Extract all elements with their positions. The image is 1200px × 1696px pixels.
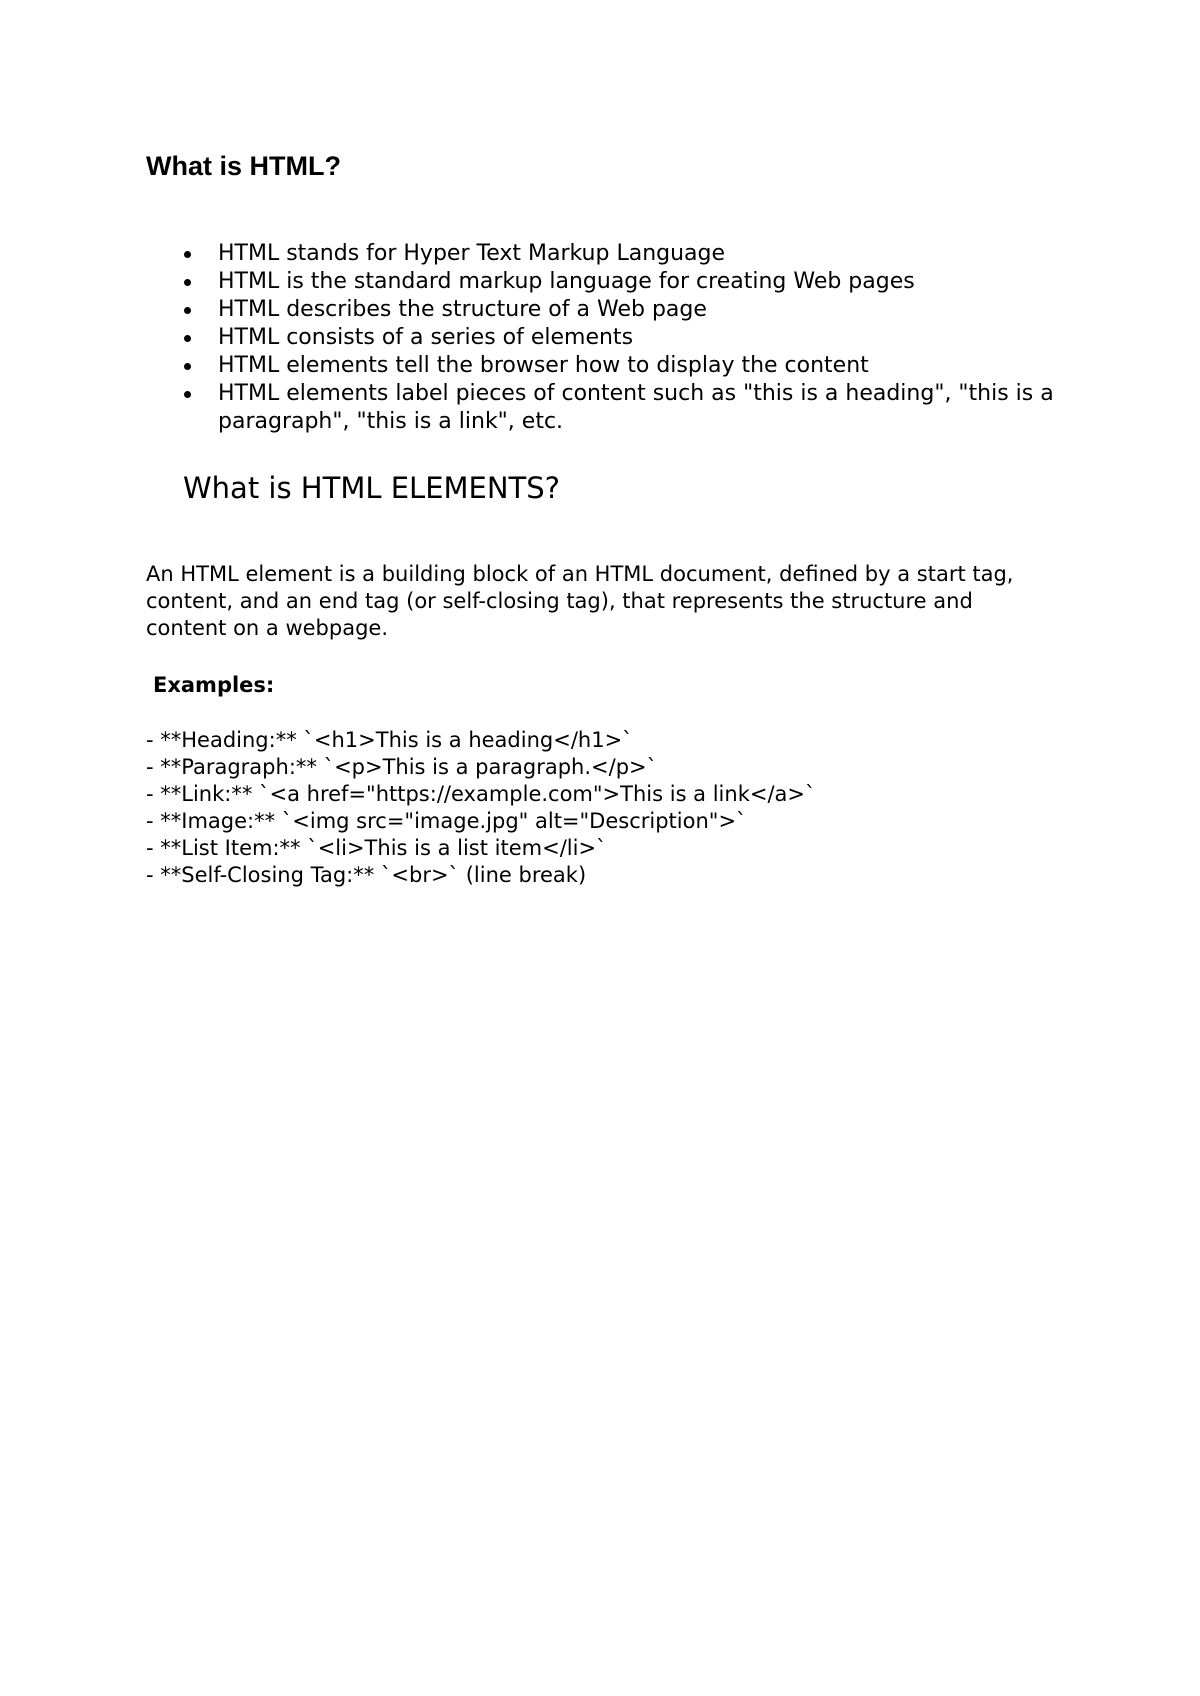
list-item	[184, 380, 1084, 436]
html-facts-list	[184, 240, 1084, 436]
bullet-icon	[184, 363, 191, 370]
list-item	[184, 296, 1084, 324]
example-line: - **Heading:** `<h1>This is a heading</h1>`	[146, 728, 633, 752]
examples-list	[146, 727, 816, 889]
bullet-icon	[184, 251, 191, 258]
list-item	[184, 268, 1084, 296]
list-item-text: HTML is the standard markup language for creating Web pages	[218, 269, 915, 294]
list-item	[184, 324, 1084, 352]
list-item-text: HTML describes the structure of a Web page	[218, 297, 707, 322]
list-item-text: HTML consists of a series of elements	[218, 325, 634, 350]
list-item-text: HTML stands for Hyper Text Markup Language	[218, 241, 726, 266]
example-line: - **Link:** `<a href="https://example.com">This is a link</a>`	[146, 782, 816, 806]
example-line: - **Image:** `<img src="image.jpg" alt="Description">`	[146, 809, 747, 833]
example-line: - **List Item:** `<li>This is a list item</li>`	[146, 836, 607, 860]
bullet-icon	[184, 279, 191, 286]
heading-what-is-html: What is HTML?	[146, 151, 341, 181]
example-line: - **Self-Closing Tag:** `<br>` (line break)	[146, 863, 587, 887]
list-item	[184, 352, 1084, 380]
list-item-text: HTML elements label pieces of content such as "this is a heading", "this is a paragraph", "this is a link", etc.	[218, 381, 1054, 434]
bullet-icon	[184, 335, 191, 342]
heading-html-elements: What is HTML ELEMENTS?	[183, 471, 561, 505]
bullet-icon	[184, 391, 191, 398]
html-element-definition: An HTML element is a building block of an HTML document, defined by a start tag, content, and an end tag (or self-closing tag), that represents the structure and content on a webpage.	[146, 562, 1014, 640]
bullet-icon	[184, 307, 191, 314]
list-item	[184, 240, 1084, 268]
list-item-text: HTML elements tell the browser how to display the content	[218, 353, 869, 378]
example-line: - **Paragraph:** `<p>This is a paragraph.</p>`	[146, 755, 658, 779]
examples-label: Examples:	[153, 673, 275, 697]
